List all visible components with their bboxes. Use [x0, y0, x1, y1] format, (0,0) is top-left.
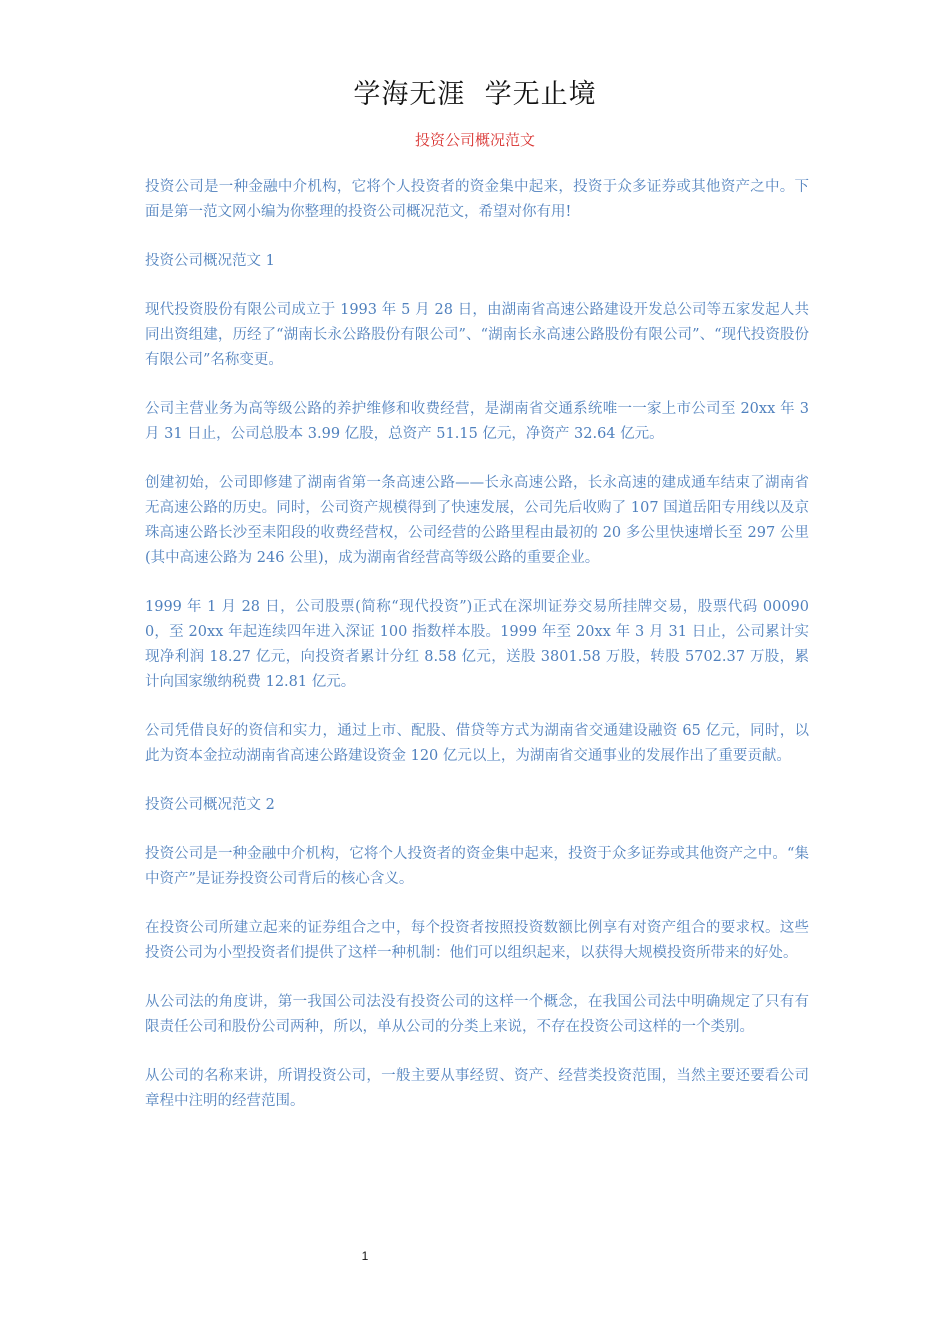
- paragraph: 公司主营业务为高等级公路的养护维修和收费经营，是湖南省交通系统唯一一家上市公司至 20xx 年 3 月 31 日止，公司总股本 3.99 亿股，总资产 51.15 亿元，净资产 32.64 亿元。: [145, 401, 809, 442]
- paragraph: 现代投资股份有限公司成立于 1993 年 5 月 28 日，由湖南省高速公路建设开发总公司等五家发起人共同出资组建，历经了“湖南长永公路股份有限公司”、“湖南长永高速公路股份有限公司”、“现代投资股份有限公司”名称变更。: [145, 302, 809, 368]
- section-heading-1: 投资公司概况范文 1: [145, 253, 275, 269]
- page-header-title: 学海无涯 学无止境: [353, 79, 597, 110]
- page-number: 1: [361, 1249, 369, 1263]
- paragraph-intro: 投资公司是一种金融中介机构，它将个人投资者的资金集中起来，投资于众多证券或其他资产之中。下面是第一范文网小编为你整理的投资公司概况范文，希望对你有用!: [145, 179, 809, 220]
- paragraph: 创建初始，公司即修建了湖南省第一条高速公路——长永高速公路，长永高速的建成通车结束了湖南省无高速公路的历史。同时，公司资产规模得到了快速发展，公司先后收购了 107 国道岳阳专用线以及京珠高速公路长沙至耒阳段的收费经营权，公司经营的公路里程由最初的 20 多公里快速增长至 297 公里(其中高速公路为 246 公里)，成为湖南省经营高等级公路的重要企业。: [145, 475, 809, 566]
- paragraph: 公司凭借良好的资信和实力，通过上市、配股、借贷等方式为湖南省交通建设融资 65 亿元，同时，以此为资本金拉动湖南省高速公路建设资金 120 亿元以上，为湖南省交通事业的发展作出了重要贡献。: [145, 723, 809, 764]
- document-body: [145, 175, 809, 1138]
- section-heading-2: 投资公司概况范文 2: [145, 797, 275, 813]
- paragraph: 从公司法的角度讲，第一我国公司法没有投资公司的这样一个概念，在我国公司法中明确规定了只有有限责任公司和股份公司两种，所以，单从公司的分类上来说，不存在投资公司这样的一个类别。: [145, 994, 809, 1035]
- paragraph: 1999 年 1 月 28 日，公司股票(简称“现代投资”)正式在深圳证券交易所挂牌交易，股票代码 000900，至 20xx 年起连续四年进入深证 100 指数样本股。1999 年至 20xx 年 3 月 31 日止，公司累计实现净利润 18.27 亿元，向投资者累计分红 8.58 亿元，送股 3801.58 万股，转股 5702.37 万股，累计向国家缴纳税费 12.81 亿元。: [145, 599, 809, 690]
- document-title: 投资公司概况范文: [414, 131, 535, 149]
- paragraph: 投资公司是一种金融中介机构，它将个人投资者的资金集中起来，投资于众多证券或其他资产之中。“集中资产”是证券投资公司背后的核心含义。: [145, 846, 809, 887]
- paragraph: 从公司的名称来讲，所谓投资公司，一般主要从事经贸、资产、经营类投资范围，当然主要还要看公司章程中注明的经营范围。: [145, 1068, 809, 1109]
- paragraph: 在投资公司所建立起来的证券组合之中，每个投资者按照投资数额比例享有对资产组合的要求权。这些投资公司为小型投资者们提供了这样一种机制：他们可以组织起来，以获得大规模投资所带来的好处。: [145, 920, 809, 961]
